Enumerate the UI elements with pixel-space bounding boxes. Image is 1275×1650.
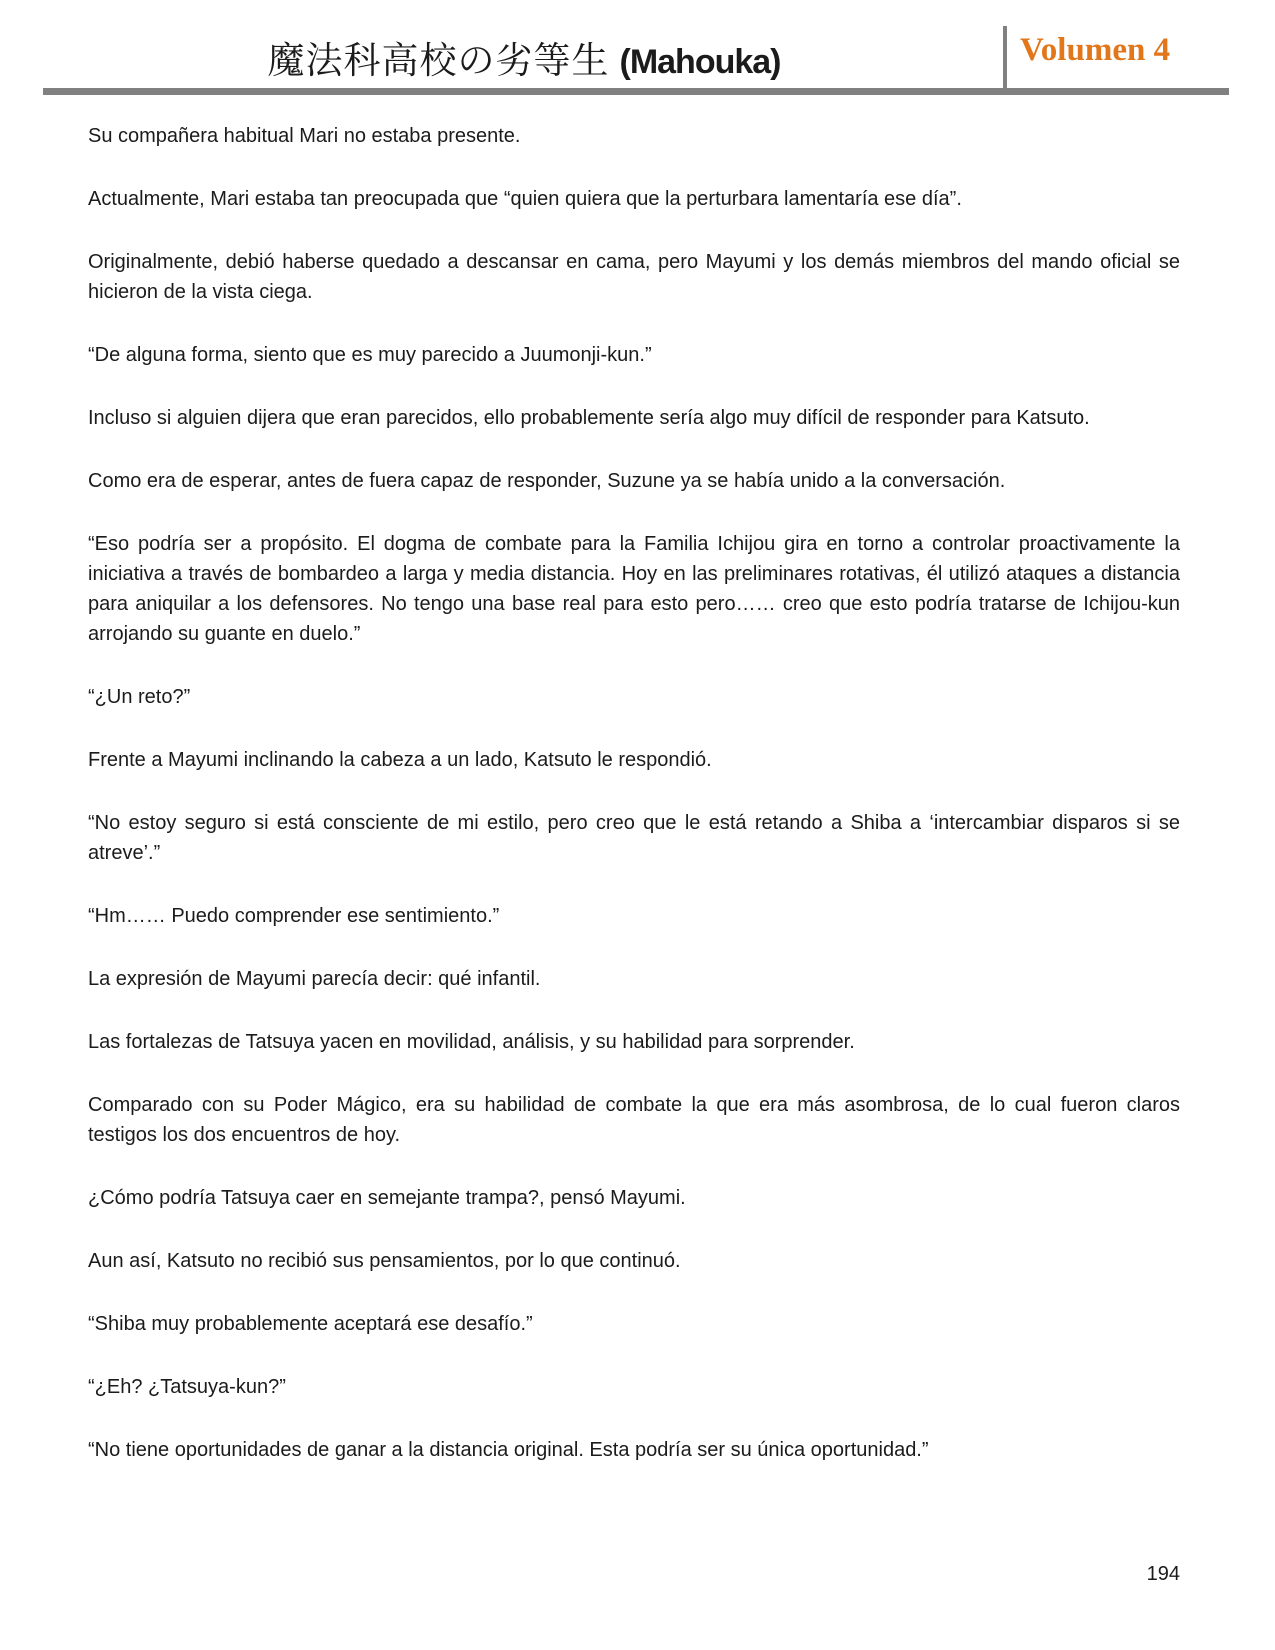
paragraph: ¿Cómo podría Tatsuya caer en semejante trampa?, pensó Mayumi.	[88, 1187, 686, 1209]
paragraph: “Shiba muy probablemente aceptará ese desafío.”	[88, 1313, 533, 1335]
page-header	[0, 0, 1275, 95]
paragraph: La expresión de Mayumi parecía decir: qué infantil.	[88, 968, 541, 990]
paragraph: Comparado con su Poder Mágico, era su habilidad de combate la que era más asombrosa, de lo cual fueron claros testigos los dos encuentros de hoy.	[88, 1094, 1180, 1146]
paragraph: “¿Eh? ¿Tatsuya-kun?”	[88, 1376, 286, 1398]
page-title	[45, 30, 1003, 84]
paragraph: Su compañera habitual Mari no estaba presente.	[88, 125, 521, 147]
paragraph: Aun así, Katsuto no recibió sus pensamientos, por lo que continuó.	[88, 1250, 681, 1272]
paragraph: “No estoy seguro si está consciente de mi estilo, pero creo que le está retando a Shiba a ‘intercambiar disparos si se atreve’.”	[88, 812, 1180, 864]
paragraph: Incluso si alguien dijera que eran parecidos, ello probablemente sería algo muy difícil de responder para Katsuto.	[88, 407, 1090, 429]
paragraph: “De alguna forma, siento que es muy parecido a Juumonji-kun.”	[88, 344, 652, 366]
page-title-japanese: 魔法科高校の劣等生	[267, 41, 610, 82]
volume-label: Volumen 4	[1020, 32, 1171, 68]
page-body	[88, 95, 1180, 1498]
paragraph: Actualmente, Mari estaba tan preocupada que “quien quiera que la perturbara lamentaría ese día”.	[88, 188, 962, 210]
paragraph: Frente a Mayumi inclinando la cabeza a un lado, Katsuto le respondió.	[88, 749, 712, 771]
page-number: 194	[1146, 1563, 1180, 1585]
paragraph: Originalmente, debió haberse quedado a descansar en cama, pero Mayumi y los demás miembros del mando oficial se hicieron de la vista ciega.	[88, 251, 1180, 303]
paragraph: Como era de esperar, antes de fuera capaz de responder, Suzune ya se había unido a la conversación.	[88, 470, 1006, 492]
header-divider	[1003, 26, 1007, 92]
paragraph: “Eso podría ser a propósito. El dogma de combate para la Familia Ichijou gira en torno a controlar proactivamente la iniciativa a través de bombardeo a larga y media distancia. Hoy en las preliminares rotativas, él utilizó ataques a distancia para aniquilar a los defensores. No tengo una base real para esto pero…… creo que esto podría tratarse de Ichijou-kun arrojando su guante en duelo.”	[88, 533, 1180, 645]
page-title-romaji: (Mahouka)	[619, 43, 781, 81]
paragraph: “No tiene oportunidades de ganar a la distancia original. Esta podría ser su única oportunidad.”	[88, 1439, 929, 1461]
paragraph: “Hm…… Puedo comprender ese sentimiento.”	[88, 905, 500, 927]
paragraph: Las fortalezas de Tatsuya yacen en movilidad, análisis, y su habilidad para sorprender.	[88, 1031, 855, 1053]
paragraph: “¿Un reto?”	[88, 686, 191, 708]
header-rule	[43, 88, 1229, 95]
